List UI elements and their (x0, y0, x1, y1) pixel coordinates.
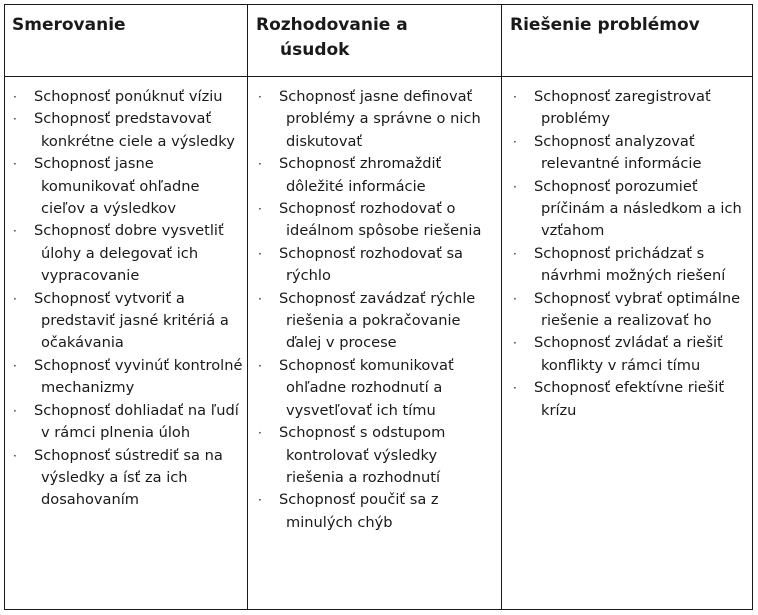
bullet-icon: · (13, 157, 17, 172)
bullet-icon: · (258, 493, 262, 508)
list-item: · Schopnosť ponúknuť víziu (11, 86, 243, 108)
bullet-icon: · (13, 403, 17, 418)
column-header (256, 13, 495, 63)
bullet-icon: · (513, 381, 517, 396)
column-smerovanie (5, 5, 248, 609)
column-header-text: úsudok (280, 40, 350, 60)
column-riesenie-problemov (502, 5, 752, 609)
bullet-icon: · (13, 112, 17, 127)
list-item: · Schopnosť jasne definovať problémy a správne o nich diskutovať (258, 88, 481, 150)
bullet-icon: · (513, 246, 517, 261)
column-list (11, 86, 243, 512)
list-item: · Schopnosť efektívne riešiť krízu (513, 379, 725, 419)
column-list (256, 86, 497, 534)
column-header-text: Riešenie problémov (510, 15, 700, 35)
list-item: · Schopnosť dobre vysvetliť úlohy a delegovať ich vypracovanie (13, 222, 224, 285)
bullet-icon: · (258, 202, 262, 217)
list-item: · Schopnosť jasne komunikovať ohľadne cieľov a výsledkov (13, 155, 200, 218)
list-item: · Schopnosť analyzovať relevantné informácie (513, 132, 702, 173)
list-item: · Schopnosť komunikovať ohľadne rozhodnutí a vysvetľovať ich tímu (258, 356, 454, 419)
column-header (12, 13, 241, 38)
list-item: · Schopnosť rozhodovať sa rýchlo (258, 244, 463, 285)
bullet-icon: · (258, 291, 262, 306)
bullet-icon: · (13, 224, 17, 239)
bullet-icon: · (258, 358, 262, 373)
list-item: · Schopnosť vytvoriť a predstaviť jasné kritériá a očakávania (13, 289, 229, 352)
list-item: · Schopnosť zaregistrovať problémy (513, 88, 711, 128)
list-item: · Schopnosť sústrediť sa na výsledky a ísť za ich dosahovaním (13, 446, 223, 509)
bullet-icon: · (513, 179, 517, 194)
list-item: · Schopnosť vyvinúť kontrolné mechanizmy (13, 356, 243, 397)
list-item: · Schopnosť zavádzať rýchle riešenia a pokračovanie ďalej v procese (258, 289, 476, 352)
list-item: · Schopnosť zvládať a riešiť konflikty v rámci tímu (513, 334, 723, 374)
column-list (511, 86, 748, 422)
bullet-icon: · (258, 90, 262, 104)
bullet-icon: · (513, 336, 517, 351)
bullet-icon: · (513, 291, 517, 306)
bullet-icon: · (13, 291, 17, 306)
list-item: · Schopnosť porozumieť príčinám a následkom a ich vzťahom (513, 177, 742, 240)
list-item: · Schopnosť zhromaždiť dôležité informácie (258, 155, 442, 195)
column-header-text: Smerovanie (12, 15, 126, 35)
list-item: · Schopnosť poučiť sa z minulých chýb (258, 491, 439, 531)
bullet-icon: · (513, 90, 517, 104)
list-item: · Schopnosť prichádzať s návrhmi možných riešení (513, 244, 726, 285)
list-item: · Schopnosť rozhodovať o ideálnom spôsobe riešenia (258, 200, 482, 240)
bullet-icon: · (513, 134, 517, 149)
bullet-icon: · (258, 157, 262, 172)
column-rozhodovanie (248, 5, 502, 609)
competency-table (4, 4, 753, 610)
list-item: · Schopnosť s odstupom kontrolovať výsledky riešenia a rozhodnutí (258, 424, 446, 486)
bullet-icon: · (13, 358, 17, 373)
list-item: · Schopnosť predstavovať konkrétne ciele a výsledky (13, 110, 235, 150)
list-item: · Schopnosť vybrať optimálne riešenie a realizovať ho (513, 289, 741, 330)
list-item: · Schopnosť dohliadať na ľudí v rámci plnenia úloh (13, 401, 239, 442)
column-header-text: Rozhodovanie a (256, 15, 408, 35)
bullet-icon: · (13, 448, 17, 463)
bullet-icon: · (258, 246, 262, 261)
column-header (510, 13, 746, 38)
bullet-icon: · (258, 426, 262, 441)
bullet-icon: · (13, 90, 17, 104)
